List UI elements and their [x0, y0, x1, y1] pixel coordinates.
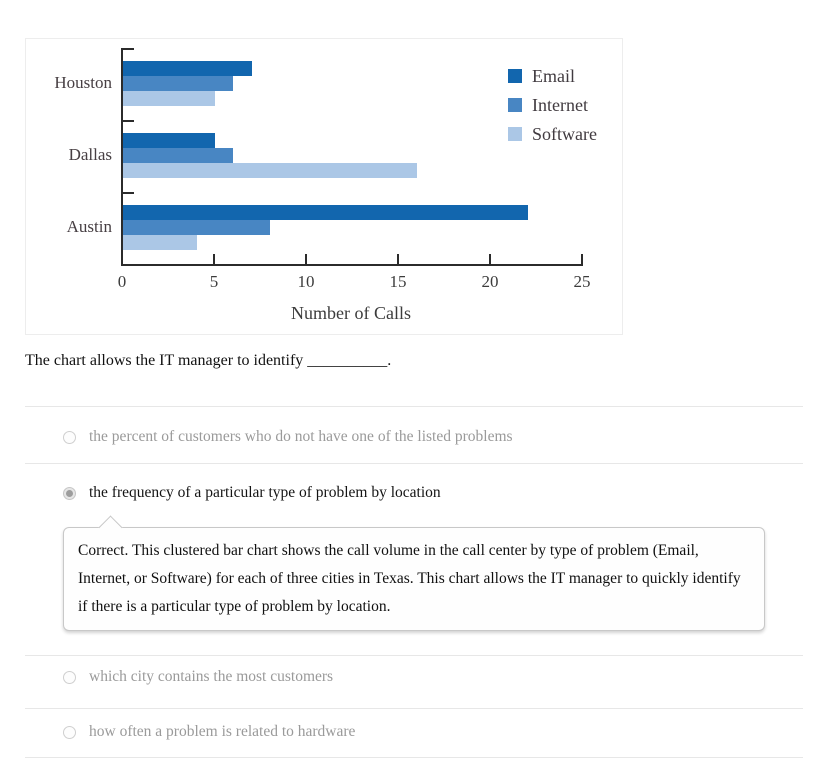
answer-option-3[interactable]: [63, 668, 333, 686]
category-label-dallas: Dallas: [68, 145, 112, 164]
feedback-text: Correct. This clustered bar chart shows the call volume in the call center by type of problem (Email, Internet, or Software) for each of three cities in Texas. This chart allows the IT manager to quickly identify if there is a particular type of problem by location.: [78, 542, 741, 615]
bar-dallas-software: [123, 163, 417, 178]
radio-button[interactable]: [63, 726, 76, 739]
bar-austin-internet: [123, 220, 270, 235]
radio-button[interactable]: [63, 671, 76, 684]
clustered-bar-chart: [25, 38, 623, 335]
legend-item-email: [508, 67, 597, 85]
x-tick: [213, 254, 215, 264]
y-tick: [123, 48, 134, 50]
category-label-houston: Houston: [54, 73, 112, 92]
x-tick-label: 5: [209, 272, 219, 291]
legend-label: Software: [532, 124, 597, 144]
divider: [25, 708, 803, 709]
bar-austin-software: [123, 235, 197, 250]
divider: [25, 757, 803, 758]
question-text: The chart allows the IT manager to identify __________.: [25, 352, 392, 369]
x-tick-label: 25: [573, 272, 591, 291]
answer-option-label: the frequency of a particular type of problem by location: [89, 484, 441, 501]
x-axis-title: Number of Calls: [291, 303, 411, 323]
category-label-austin: Austin: [66, 217, 112, 236]
chart-legend: [508, 67, 597, 143]
answer-option-1[interactable]: [63, 428, 513, 446]
legend-swatch-icon: [508, 69, 522, 83]
legend-swatch-icon: [508, 98, 522, 112]
feedback-bubble-pointer: [98, 515, 122, 539]
divider: [25, 463, 803, 464]
x-tick: [581, 254, 583, 264]
bar-austin-email: [123, 205, 528, 220]
bar-houston-software: [123, 91, 215, 106]
x-tick: [397, 254, 399, 264]
legend-item-software: [508, 125, 597, 143]
radio-button[interactable]: [63, 487, 76, 500]
x-tick-label: 10: [297, 272, 315, 291]
x-tick-label: 20: [481, 272, 499, 291]
answer-option-2[interactable]: [63, 484, 441, 502]
legend-label: Internet: [532, 95, 588, 115]
y-tick: [123, 192, 134, 194]
y-tick: [123, 120, 134, 122]
feedback-bubble: [63, 527, 765, 631]
legend-item-internet: [508, 96, 597, 114]
x-tick-label: 15: [389, 272, 407, 291]
answer-option-label: which city contains the most customers: [89, 668, 334, 685]
x-tick: [305, 254, 307, 264]
answer-option-label: the percent of customers who do not have one of the listed problems: [89, 428, 513, 445]
bar-houston-email: [123, 61, 252, 76]
radio-button[interactable]: [63, 431, 76, 444]
legend-swatch-icon: [508, 127, 522, 141]
divider: [25, 655, 803, 656]
x-tick-label: 0: [117, 272, 127, 291]
x-tick: [489, 254, 491, 264]
divider: [25, 406, 803, 407]
answer-option-4[interactable]: [63, 723, 355, 741]
answer-option-label: how often a problem is related to hardware: [89, 723, 356, 740]
bar-houston-internet: [123, 76, 233, 91]
bar-dallas-email: [123, 133, 215, 148]
bar-dallas-internet: [123, 148, 233, 163]
legend-label: Email: [532, 66, 575, 86]
